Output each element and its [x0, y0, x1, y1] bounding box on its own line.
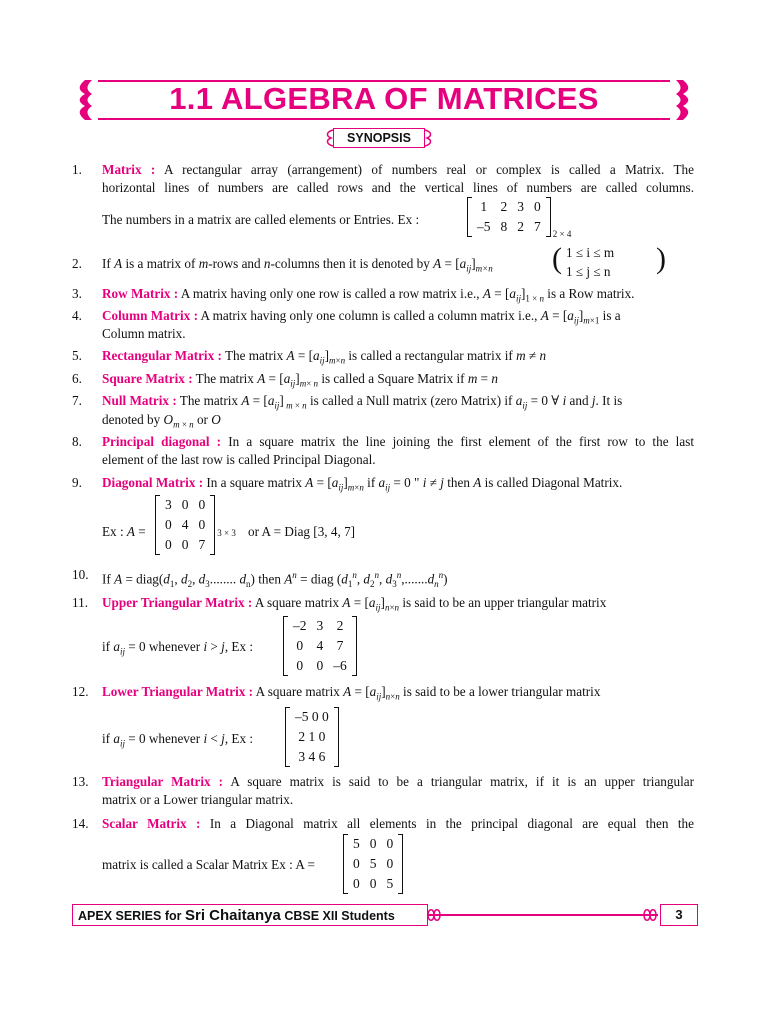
term-label: Square Matrix :	[102, 371, 193, 386]
item-12-condition: if $a_{ij} = 0$ whenever i < j, Ex :	[102, 731, 254, 749]
matrix-cell: 0	[198, 497, 206, 512]
matrix-cell: 0	[386, 856, 394, 871]
matrix-order: 2 × 4	[552, 229, 572, 239]
term-label: Scalar Matrix :	[102, 816, 201, 831]
matrix-cell: –5 0 0	[295, 709, 329, 724]
term-label: Lower Triangular Matrix :	[102, 684, 254, 699]
footer-prefix: APEX SERIES for	[78, 909, 182, 923]
synopsis-tag	[323, 127, 435, 149]
matrix-right-bracket	[398, 834, 403, 894]
item-text: Column Matrix : A matrix having only one column is called a column matrix i.e., $A = [a_{ij}]_{m\times 1}$ is a	[102, 308, 621, 326]
page-title: 1.1 ALGEBRA OF MATRICES	[169, 81, 599, 116]
item-number: 4.	[72, 308, 82, 323]
matrix-cell: 7	[336, 638, 344, 653]
matrix-body	[160, 495, 210, 555]
item-8-line-2: element of the last row is called Principal Diagonal.	[102, 452, 376, 467]
item-7-line-2: denoted by $O_{m \times n}$ or O	[102, 412, 221, 430]
matrix-right-bracket	[334, 707, 339, 767]
matrix-body	[290, 707, 334, 767]
term-label: Null Matrix :	[102, 393, 177, 408]
item-number: 10.	[72, 567, 89, 582]
matrix-cell: 3	[517, 199, 524, 214]
item-1-line-3: The numbers in a matrix are called elements or Entries. Ex :	[102, 212, 420, 227]
matrix-cell: 7	[198, 537, 206, 552]
matrix-cell: 2	[336, 618, 344, 633]
matrix-right-bracket	[546, 197, 551, 237]
item-number: 5.	[72, 348, 82, 363]
matrix-cell: 5	[369, 856, 377, 871]
matrix-cell: 2	[500, 199, 508, 214]
item-number: 11.	[72, 595, 88, 610]
title-banner	[70, 80, 698, 120]
matrix-diagonal-example	[155, 495, 236, 555]
matrix-cell: 5	[353, 836, 360, 851]
matrix-scalar-example	[343, 834, 403, 894]
matrix-cell: 2	[517, 219, 524, 234]
item-4-line-2: Column matrix.	[102, 326, 186, 341]
item-text-line	[102, 816, 694, 832]
footer-rule	[428, 914, 658, 916]
matrix-cell: 0	[369, 876, 377, 891]
item-number: 7.	[72, 393, 82, 408]
matrix-body	[288, 616, 352, 676]
matrix-cell: 1	[480, 199, 488, 214]
matrix-cell: 2 1 0	[298, 729, 326, 744]
matrix-cell: 0	[296, 658, 304, 673]
matrix-cell: 5	[386, 876, 394, 891]
matrix-cell: 0	[353, 876, 360, 891]
item-text: Null Matrix : The matrix $A = [a_{ij}]$ $_{m \times n}$ is called a Null matrix (zero Matrix) if $a_{ij} = 0$ ∀ i and j. It is	[102, 393, 623, 411]
page-footer	[72, 904, 698, 926]
matrix-cell: 0	[165, 517, 172, 532]
matrix-right-bracket	[352, 616, 357, 676]
matrix-body	[348, 834, 398, 894]
footer-knot-left-icon	[426, 906, 442, 924]
item-text: A square matrix is said to be a triangular matrix, if it is an upper triangular	[230, 774, 694, 789]
footer-suffix: CBSE XII Students	[284, 909, 395, 923]
matrix-body	[472, 197, 546, 237]
matrix-cell: 0	[353, 856, 360, 871]
matrix-cell: 0	[534, 199, 541, 214]
synopsis-right-scroll-icon	[423, 129, 435, 147]
matrix-cell: 0	[296, 638, 304, 653]
matrix-cell: 3	[316, 618, 324, 633]
item-9-example-label: Ex : A =	[102, 524, 146, 539]
synopsis-label: SYNOPSIS	[347, 131, 411, 145]
footer-brand: Sri Chaitanya	[184, 907, 281, 924]
term-label: Row Matrix :	[102, 286, 179, 301]
matrix-cell: 7	[534, 219, 541, 234]
matrix-cell: 8	[500, 219, 508, 234]
footer-series-text	[78, 907, 395, 924]
matrix-cell: 0	[198, 517, 206, 532]
item-text: In a Diagonal matrix all elements in the principal diagonal are equal then the	[209, 816, 695, 831]
matrix-cell: 3 4 6	[298, 749, 326, 764]
matrix-example-2x4	[467, 197, 571, 237]
item-number: 3.	[72, 286, 82, 301]
term-label: Column Matrix :	[102, 308, 198, 323]
item-text: A rectangular array (arrangement) of numbers real or complex is called a Matrix. The	[163, 162, 694, 177]
matrix-upper-triangular-example	[283, 616, 357, 676]
item-number: 9.	[72, 475, 82, 490]
item-14-line-2: matrix is called a Scalar Matrix Ex : A =	[102, 857, 315, 872]
matrix-cell: –5	[477, 219, 491, 234]
item-text: Square Matrix : The matrix $A = [a_{ij}]_{m\times n}$ is called a Square Matrix if m = n	[102, 371, 498, 389]
term-label: Principal diagonal :	[102, 434, 222, 449]
item-number: 6.	[72, 371, 82, 386]
condition-row-2: 1 ≤ j ≤ n	[566, 264, 611, 279]
term-label: Triangular Matrix :	[102, 774, 224, 789]
item-text-line	[102, 162, 694, 178]
term-label: Matrix :	[102, 162, 156, 177]
footer-knot-right-icon	[642, 906, 658, 924]
item-number: 12.	[72, 684, 89, 699]
term-label: Diagonal Matrix :	[102, 475, 204, 490]
matrix-cell: 3	[165, 497, 172, 512]
matrix-lower-triangular-example	[285, 707, 339, 767]
matrix-cell: 0	[165, 537, 172, 552]
condition-right-paren: )	[656, 242, 666, 275]
item-number: 14.	[72, 816, 89, 831]
matrix-right-bracket	[210, 495, 215, 555]
condition-left-paren: (	[552, 242, 562, 275]
term-label: Rectangular Matrix :	[102, 348, 222, 363]
matrix-cell: 4	[316, 638, 324, 653]
item-text-line	[102, 434, 694, 450]
item-text: Lower Triangular Matrix : A square matrix $A = [a_{ij}]_{n\times n}$ is said to be a lower triangular matrix	[102, 684, 601, 702]
item-text: If A is a matrix of m-rows and n-columns then it is denoted by $A = [a_{ij}]_{m\times n}$	[102, 256, 493, 274]
item-text: Row Matrix : A matrix having only one row is called a row matrix i.e., $A = [a_{ij}]_{1 \times n}$ is a Row matrix.	[102, 286, 635, 304]
condition-row-1: 1 ≤ i ≤ m	[566, 245, 615, 260]
item-text-line	[102, 774, 694, 790]
item-number: 8.	[72, 434, 82, 449]
matrix-cell: 0	[181, 537, 189, 552]
item-text: Upper Triangular Matrix : A square matrix $A = [a_{ij}]_{n\times n}$ is said to be an upper triangular matrix	[102, 595, 607, 613]
item-9-diag-notation: or A = Diag [3, 4, 7]	[248, 524, 356, 539]
matrix-cell: 0	[181, 497, 189, 512]
item-text: horizontal lines of numbers are called rows and the vertical lines of numbers are called columns.	[102, 180, 694, 195]
item-11-condition: if $a_{ij} = 0$ whenever i > j, Ex :	[102, 639, 254, 657]
item-text: If $A = diag(d_1$, $d_2$, $d_3$........ $d_n$) then $A^n$ = diag ($d_1^n$, $d_2^n$, $d_3^n,.......d_n^n$)	[102, 570, 448, 590]
item-number: 13.	[72, 774, 89, 789]
matrix-cell: 0	[316, 658, 324, 673]
matrix-cell: 0	[369, 836, 377, 851]
banner-bottom-rule	[98, 118, 670, 120]
matrix-cell: 0	[386, 836, 394, 851]
matrix-cell: 4	[181, 517, 189, 532]
matrix-order: 3 × 3	[217, 528, 236, 538]
item-text: Rectangular Matrix : The matrix $A = [a_{ij}]_{m\times n}$ is called a rectangular matrix if m ≠ n	[102, 348, 547, 366]
item-text: Diagonal Matrix : In a square matrix $A = [a_{ij}]_{m\times n}$ if $a_{ij} = 0$ " i ≠ j then A is called Diagonal Matrix.	[102, 475, 623, 493]
item-text: In a square matrix the line joining the first element of the first row to the last	[228, 434, 694, 449]
matrix-cell: –6	[333, 658, 347, 673]
item-13-line-2: matrix or a Lower triangular matrix.	[102, 792, 294, 807]
term-label: Upper Triangular Matrix :	[102, 595, 253, 610]
page-number: 3	[660, 904, 698, 926]
matrix-cell: –2	[293, 618, 307, 633]
item-number: 1.	[72, 162, 82, 177]
item-number: 2.	[72, 256, 82, 271]
